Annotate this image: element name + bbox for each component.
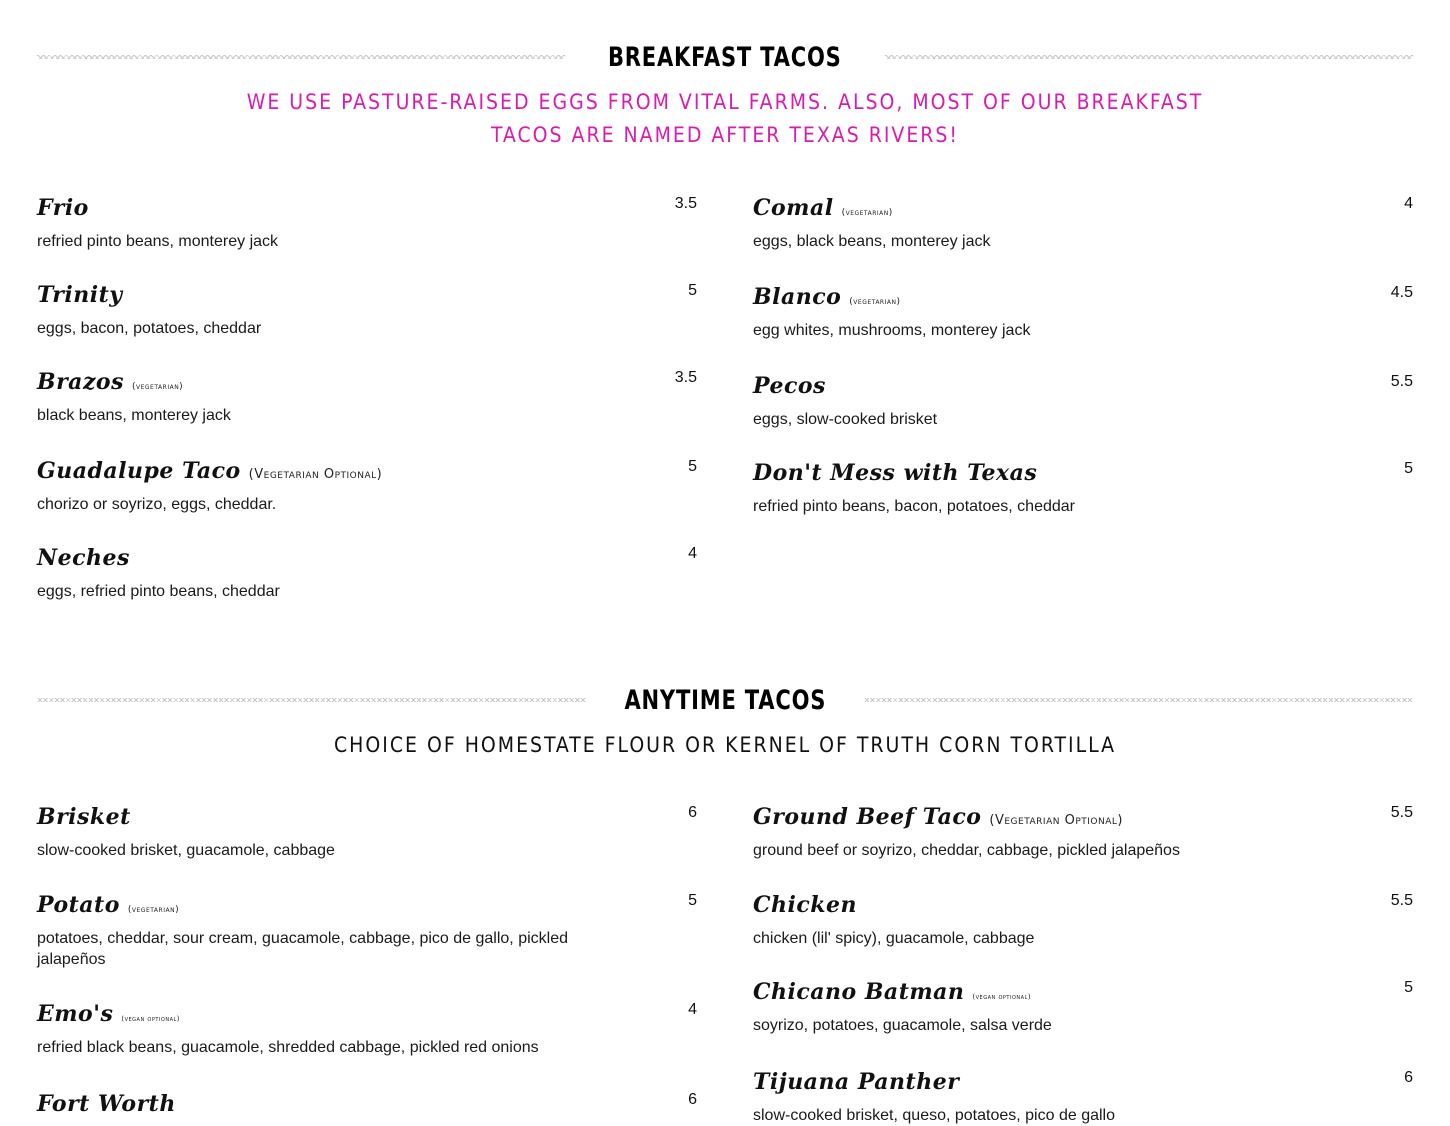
item-description: refried pinto beans, bacon, potatoes, cheddar xyxy=(753,498,1075,515)
item-name: Tijuana Panther xyxy=(753,1069,960,1095)
item-name: Comal xyxy=(753,195,834,221)
item-price: 5.5 xyxy=(1390,373,1413,390)
item-tag: (vegetarian) xyxy=(849,297,901,307)
header-rule-left xyxy=(37,698,586,702)
item-name: Neches xyxy=(37,545,130,571)
item-description: ground beef or soyrizo, cheddar, cabbage, pickled jalapeños xyxy=(753,842,1180,859)
item-description: eggs, black beans, monterey jack xyxy=(753,233,991,250)
header-rule-right xyxy=(864,698,1413,702)
item-description: chorizo or soyrizo, eggs, cheddar. xyxy=(37,496,277,513)
header-rule-right xyxy=(885,55,1413,59)
item-price: 5 xyxy=(1404,979,1413,996)
section-note: CHOICE OF HOMESTATE FLOUR OR KERNEL OF TRUTH CORN TORTILLA xyxy=(333,733,1117,757)
item-tag: (Vegetarian Optional) xyxy=(989,813,1123,828)
item-name: Chicano Batman xyxy=(753,979,965,1005)
item-name: Blanco xyxy=(753,284,842,310)
anytime-header xyxy=(37,680,1413,720)
item-tag: (vegetarian) xyxy=(127,905,180,915)
item-description: soyrizo, potatoes, guacamole, salsa verde xyxy=(753,1017,1052,1034)
item-name: Brazos xyxy=(37,369,124,395)
item-description: eggs, bacon, potatoes, cheddar xyxy=(37,320,262,337)
item-price: 5 xyxy=(688,892,697,909)
menu-item xyxy=(37,545,697,602)
item-name: Ground Beef Taco xyxy=(753,804,982,830)
item-price: 5.5 xyxy=(1390,892,1413,909)
item-price: 5 xyxy=(1404,460,1413,477)
menu-item xyxy=(753,284,1413,341)
section-title: ANYTIME TACOS xyxy=(624,684,826,716)
item-name: Brisket xyxy=(37,804,131,830)
item-description: eggs, refried pinto beans, cheddar xyxy=(37,583,280,600)
item-name: Potato xyxy=(37,892,120,918)
item-name: Frio xyxy=(37,195,89,221)
section-note: WE USE PASTURE-RAISED EGGS FROM VITAL FARMS. ALSO, MOST OF OUR BREAKFAST TACOS ARE NAMED AFTER TEXAS RIVERS! xyxy=(246,90,1204,147)
menu-item xyxy=(37,892,697,970)
item-description: slow-cooked brisket, guacamole, cabbage xyxy=(37,842,335,859)
item-price: 5.5 xyxy=(1390,804,1413,821)
item-price: 4 xyxy=(688,1001,697,1018)
item-price: 3.5 xyxy=(674,369,697,386)
item-name: Emo's xyxy=(37,1001,114,1027)
item-name: Trinity xyxy=(37,282,123,308)
item-price: 5 xyxy=(688,458,697,475)
menu-item xyxy=(753,1069,1413,1126)
section-title: BREAKFAST TACOS xyxy=(608,41,842,73)
item-price: 5 xyxy=(688,282,697,299)
item-name: Chicken xyxy=(753,892,857,918)
item-tag: (vegan optional) xyxy=(121,1015,181,1023)
item-tag: (vegetarian) xyxy=(132,382,184,392)
header-rule-left xyxy=(37,55,565,59)
menu-item xyxy=(37,458,697,515)
menu-item xyxy=(753,804,1413,861)
menu-item xyxy=(753,460,1413,517)
menu-item xyxy=(37,195,697,252)
item-description: chicken (lil' spicy), guacamole, cabbage xyxy=(753,930,1035,947)
item-price: 6 xyxy=(688,1091,697,1108)
item-description: eggs, slow-cooked brisket xyxy=(753,411,938,428)
menu-item xyxy=(753,373,1413,430)
menu-item xyxy=(753,979,1413,1036)
item-description: potatoes, cheddar, sour cream, guacamole, cabbage, pico de gallo, pickled jalapeños xyxy=(37,930,568,968)
menu-item xyxy=(37,1001,697,1058)
item-description: refried pinto beans, monterey jack xyxy=(37,233,279,250)
breakfast-header xyxy=(37,37,1413,77)
item-tag: (vegetarian) xyxy=(841,208,893,218)
menu-item xyxy=(753,892,1413,949)
menu-item xyxy=(753,195,1413,252)
item-price: 6 xyxy=(688,804,697,821)
item-tag: (Vegetarian Optional) xyxy=(248,467,383,482)
item-description: slow-cooked brisket, queso, potatoes, pico de gallo xyxy=(753,1107,1115,1124)
item-price: 6 xyxy=(1404,1069,1413,1086)
item-description: black beans, monterey jack xyxy=(37,407,231,424)
menu-item xyxy=(37,282,697,339)
item-price: 4 xyxy=(688,545,697,562)
item-description: egg whites, mushrooms, monterey jack xyxy=(753,322,1031,339)
item-name: Pecos xyxy=(753,373,826,399)
item-description: refried black beans, guacamole, shredded cabbage, pickled red onions xyxy=(37,1039,539,1056)
item-tag: (vegan optional) xyxy=(972,993,1032,1001)
menu-item xyxy=(37,369,697,426)
item-name: Don't Mess with Texas xyxy=(753,460,1038,486)
item-price: 4.5 xyxy=(1390,284,1413,301)
item-price: 3.5 xyxy=(674,195,697,212)
item-name: Guadalupe Taco xyxy=(37,458,241,484)
item-name: Fort Worth xyxy=(37,1091,176,1117)
item-price: 4 xyxy=(1404,195,1413,212)
menu-item xyxy=(37,804,697,861)
